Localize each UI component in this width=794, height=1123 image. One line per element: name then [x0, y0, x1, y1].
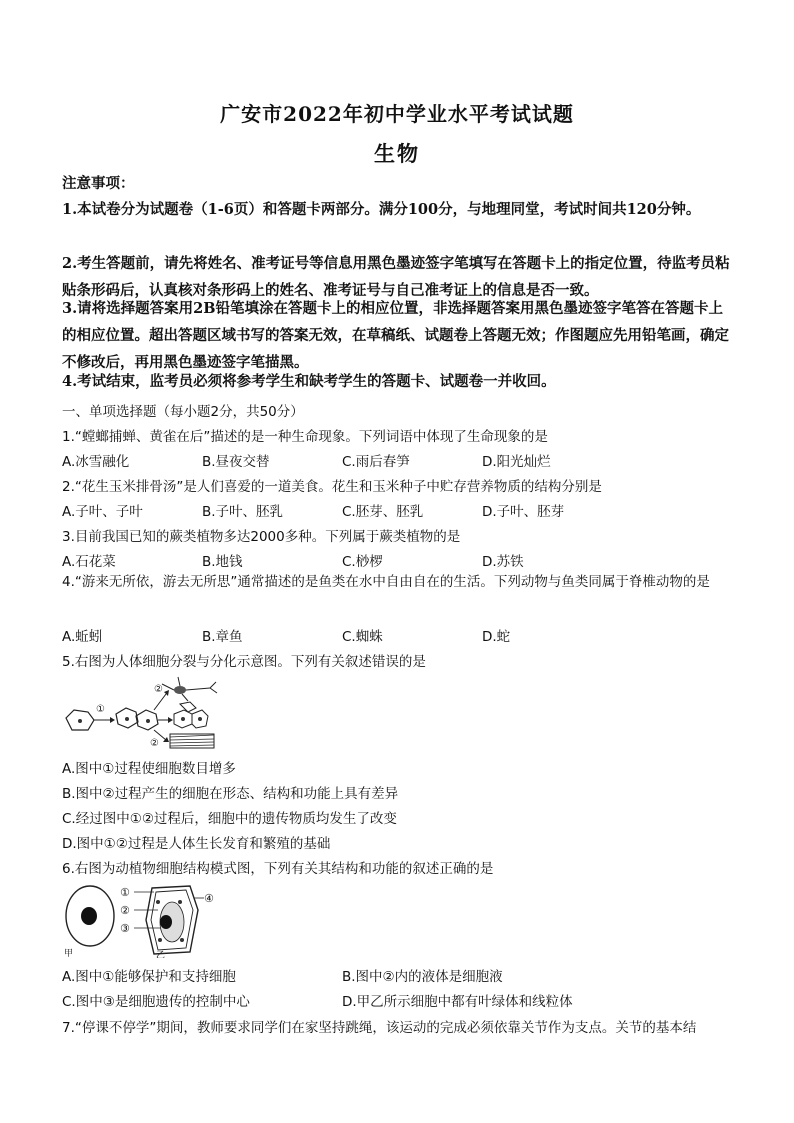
- figure6-label-yi: 乙: [156, 951, 166, 958]
- figure6-label-2: ②: [120, 904, 130, 917]
- question-2-option-b: B.子叶、胚乳: [202, 504, 284, 520]
- figure6-label-1: ①: [120, 886, 130, 899]
- question-6-option-a: A.图中①能够保护和支持细胞: [62, 969, 236, 985]
- question-3-option-a: A.石花菜: [62, 554, 116, 570]
- question-1-stem: 1.“螳螂捕蝉、黄雀在后”描述的是一种生命现象。下列词语中体现了生命现象的是: [62, 429, 548, 445]
- question-5-option-d: D.图中①②过程是人体生长发育和繁殖的基础: [62, 836, 331, 852]
- question-2-option-d: D.子叶、胚芽: [482, 504, 565, 520]
- question-3-option-d: D.苏铁: [482, 554, 524, 570]
- question-7-stem: 7.“停课不停学”期间，教师要求同学们在家坚持跳绳，该运动的完成必须依靠关节作为支点。关节的基本结: [62, 1020, 697, 1036]
- question-2-option-a: A.子叶、子叶: [62, 504, 143, 520]
- question-1-option-a: A.冰雪融化: [62, 454, 130, 470]
- question-1-option-d: D.阳光灿烂: [482, 454, 551, 470]
- figure6-label-4: ④: [204, 892, 214, 905]
- figure5-label-2: ②: [154, 684, 163, 695]
- question-4-stem: 4.“游来无所依，游去无所思”通常描述的是鱼类在水中自由自在的生活。下列动物与鱼类同属于脊椎动物的是: [62, 574, 710, 590]
- question-5-option-b: B.图中②过程产生的细胞在形态、结构和功能上具有差异: [62, 786, 399, 802]
- animal-cell-nucleus: [81, 907, 97, 925]
- question-4-option-d: D.蛇: [482, 629, 511, 645]
- question-1-option-b: B.昼夜交替: [202, 454, 270, 470]
- cell-division-figure: [62, 674, 222, 750]
- cell-structure-figure: [62, 880, 222, 958]
- question-6-stem: 6.右图为动植物细胞结构模式图，下列有关其结构和功能的叙述正确的是: [62, 861, 494, 877]
- figure5-label-1: ①: [96, 704, 105, 715]
- question-2-stem: 2.“花生玉米排骨汤”是人们喜爱的一道美食。花生和玉米种子中贮存营养物质的结构分别是: [62, 479, 602, 495]
- exam-title: 广安市2022年初中学业水平考试试题: [220, 102, 574, 126]
- figure6-label-jia: 甲: [64, 949, 74, 958]
- question-3-option-c: C.桫椤: [342, 554, 383, 570]
- question-5-option-a: A.图中①过程使细胞数目增多: [62, 761, 236, 777]
- epithelial-tissue: [174, 702, 208, 728]
- exam-subject: 生物: [374, 141, 420, 166]
- notice-heading: 注意事项：: [62, 175, 135, 192]
- question-5-option-c: C.经过图中①②过程后，细胞中的遗传物质均发生了改变: [62, 811, 397, 827]
- question-1-option-c: C.雨后春笋: [342, 454, 410, 470]
- question-6-option-d: D.甲乙所示细胞中都有叶绿体和线粒体: [342, 994, 573, 1010]
- question-6-option-c: C.图中③是细胞遗传的控制中心: [62, 994, 250, 1010]
- plant-cell-nucleus: [160, 915, 172, 929]
- figure6-label-3: ③: [120, 922, 130, 935]
- question-4-option-b: B.章鱼: [202, 629, 243, 645]
- figure5-label-3: ②: [150, 738, 159, 749]
- notice-item-4: 4.考试结束，监考员必须将参考学生和缺考学生的答题卡、试题卷一并收回。: [62, 373, 556, 390]
- section-heading: 一、单项选择题（每小题2分，共50分）: [62, 404, 304, 420]
- nerve-tissue: [162, 677, 217, 701]
- muscle-tissue: [170, 734, 214, 748]
- question-2-option-c: C.胚芽、胚乳: [342, 504, 424, 520]
- question-4-option-c: C.蜘蛛: [342, 629, 383, 645]
- question-6-option-b: B.图中②内的液体是细胞液: [342, 969, 503, 985]
- question-4-option-a: A.蚯蚓: [62, 629, 103, 645]
- question-5-stem: 5.右图为人体细胞分裂与分化示意图。下列有关叙述错误的是: [62, 654, 426, 670]
- notice-item-2: 2.考生答题前，请先将姓名、准考证号等信息用黑色墨迹签字笔填写在答题卡上的指定位置，待监考员粘贴条形码后，认真核对条形码上的姓名、准考证号与自己准考证上的信息是否一致。: [62, 255, 730, 299]
- notice-item-3: 3.请将选择题答案用2B铅笔填涂在答题卡上的相应位置，非选择题答案用黑色墨迹签字笔答在答题卡上的相应位置。超出答题区域书写的答案无效，在草稿纸、试题卷上答题无效；作图题应先用铅笔画，确定不修改后，再用黑色墨迹签字笔描黑。: [62, 300, 729, 371]
- question-3-stem: 3.目前我国已知的蕨类植物多达2000多种。下列属于蕨类植物的是: [62, 529, 461, 545]
- question-3-option-b: B.地钱: [202, 554, 243, 570]
- notice-item-1: 1.本试卷分为试题卷（1-6页）和答题卡两部分。满分100分，与地理同堂，考试时间共120分钟。: [62, 201, 701, 218]
